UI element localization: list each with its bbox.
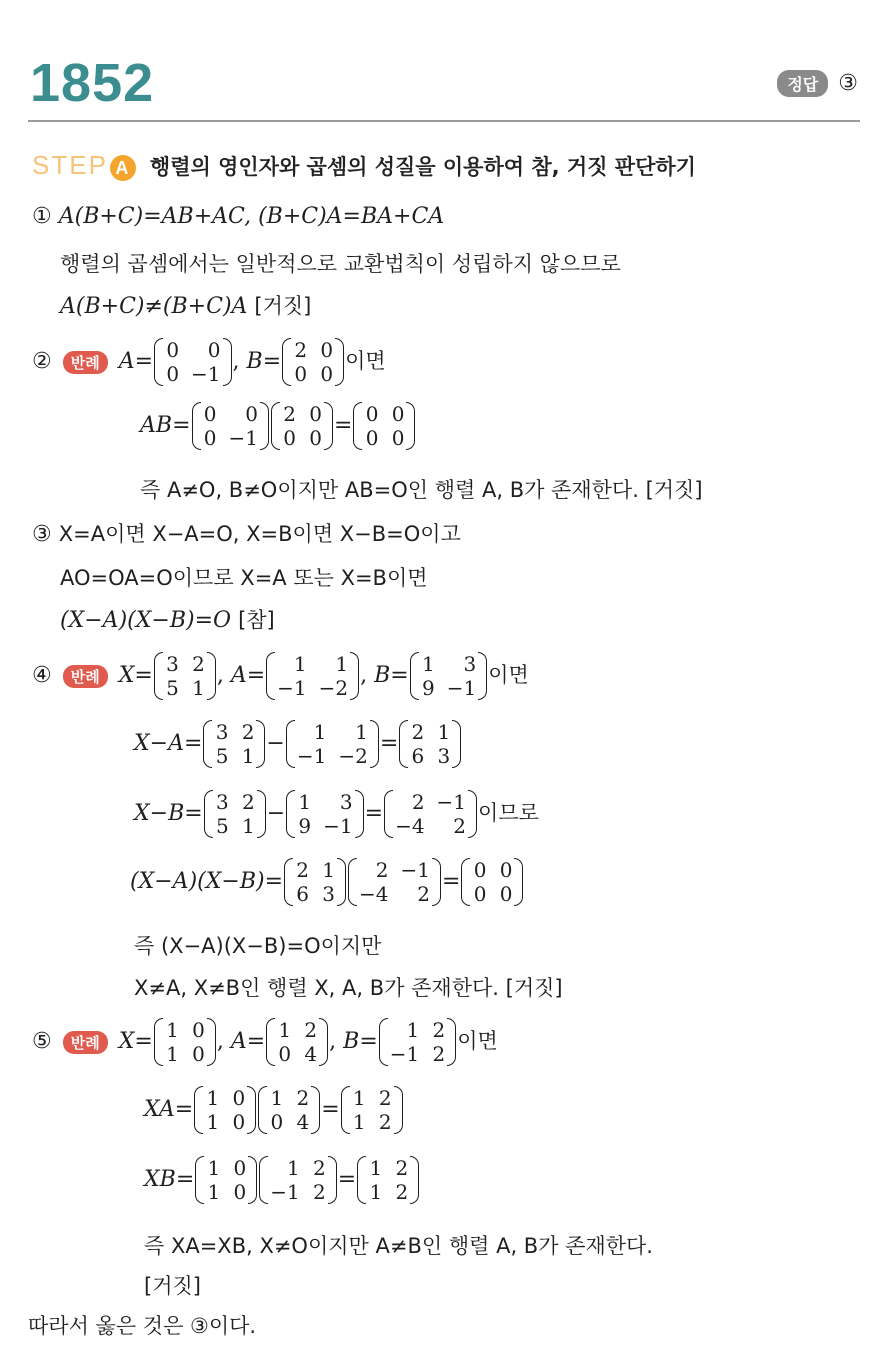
- header-divider: [28, 120, 860, 122]
- item2-line1: ② 반례 A= 0 0 0 −1 , B= 2 0 0 0 이면: [32, 338, 386, 386]
- item1-conclusion: A(B+C)≠(B+C)A: [60, 294, 248, 319]
- item1-marker: ①: [32, 204, 52, 229]
- item1-equation: A(B+C)=AB+AC, (B+C)A=BA+CA: [58, 204, 445, 229]
- item5-conclusion: 즉 XA=XB, X≠O이지만 A≠B인 행렬 A, B가 존재한다.: [144, 1234, 653, 1258]
- item3-line2: AO=OA=O이므로 X=A 또는 X=B이면: [60, 566, 428, 590]
- counterexample-badge: 반례: [63, 351, 108, 374]
- item1-conclusion-line: [60, 290, 311, 320]
- counterexample-badge: 반례: [63, 665, 108, 688]
- problem-number: 1852: [30, 53, 155, 113]
- item4-c1: 즉 (X−A)(X−B)=O이지만: [134, 934, 382, 958]
- item4-XmA: X−A= 3 2 5 1 − 1 1 −1 −2 = 2 1 6 3: [134, 720, 462, 768]
- step-label: STEP A: [32, 150, 136, 181]
- matrix-AB: 0 0 0 0: [353, 402, 415, 450]
- item2-marker: ②: [32, 349, 52, 374]
- step-letter: A: [110, 155, 136, 181]
- step-title: 행렬의 영인자와 곱셈의 성질을 이용하여 참, 거짓 판단하기: [149, 154, 696, 179]
- item2-conclusion: 즉 A≠O, B≠O이지만 AB=O인 행렬 A, B가 존재한다.: [140, 478, 639, 502]
- step-heading: [32, 150, 696, 181]
- item3-line3: (X−A)(X−B)=O [참]: [60, 608, 275, 633]
- item5-XA: XA= 1 0 1 0 1 2 0 4 = 1 2 1 2: [144, 1086, 404, 1134]
- item5-XB: XB= 1 0 1 0 1 2 −1 2 = 1 2 1 2: [144, 1156, 420, 1204]
- item4-XmB: X−B= 3 2 5 1 − 1 3 9 −1 = 2 −1 −4 2 이므로: [134, 790, 539, 838]
- item3-marker: ③: [32, 522, 52, 547]
- item4-line1: ④ 반례 X= 3 2 5 1 , A= 1 1 −1 −2 , B= 1 3 9 −1 이면: [32, 652, 529, 700]
- item2-verdict: [거짓]: [645, 478, 703, 502]
- counterexample-badge: 반례: [63, 1031, 108, 1054]
- item3-verdict: [참]: [238, 608, 275, 632]
- answer-box: [777, 70, 858, 97]
- item5-verdict: [거짓]: [144, 1274, 201, 1298]
- answer-badge: 정답: [777, 70, 828, 97]
- item3-line1: ③ X=A이면 X−A=O, X=B이면 X−B=O이고: [32, 522, 461, 547]
- final-answer: 따라서 옳은 것은 ③이다.: [28, 1314, 257, 1338]
- matrix-A: 0 0 0 −1: [154, 338, 231, 386]
- item4-marker: ④: [32, 663, 52, 688]
- item4-c2-line: X≠A, X≠B인 행렬 X, A, B가 존재한다. [거짓]: [134, 976, 563, 1000]
- matrix-B: 2 0 0 0: [282, 338, 344, 386]
- item5-marker: ⑤: [32, 1029, 52, 1054]
- item4-verdict: [거짓]: [505, 976, 563, 1000]
- item1-text: 행렬의 곱셈에서는 일반적으로 교환법칙이 성립하지 않으므로: [60, 252, 621, 276]
- item5-line1: ⑤ 반례 X= 1 0 1 0 , A= 1 2 0 4 , B= 1 2 −1 2 이면: [32, 1018, 498, 1066]
- item4-product: (X−A)(X−B)= 2 1 6 3 2 −1 −4 2 = 0 0 0 0: [130, 858, 524, 906]
- item2-product: AB= 0 0 0 −1 2 0 0 0 = 0 0 0 0: [140, 402, 416, 450]
- item2-conclusion-line: [140, 474, 703, 504]
- item1-line1: [32, 204, 444, 229]
- item1-verdict: [거짓]: [254, 294, 312, 318]
- answer-value: ③: [838, 71, 858, 96]
